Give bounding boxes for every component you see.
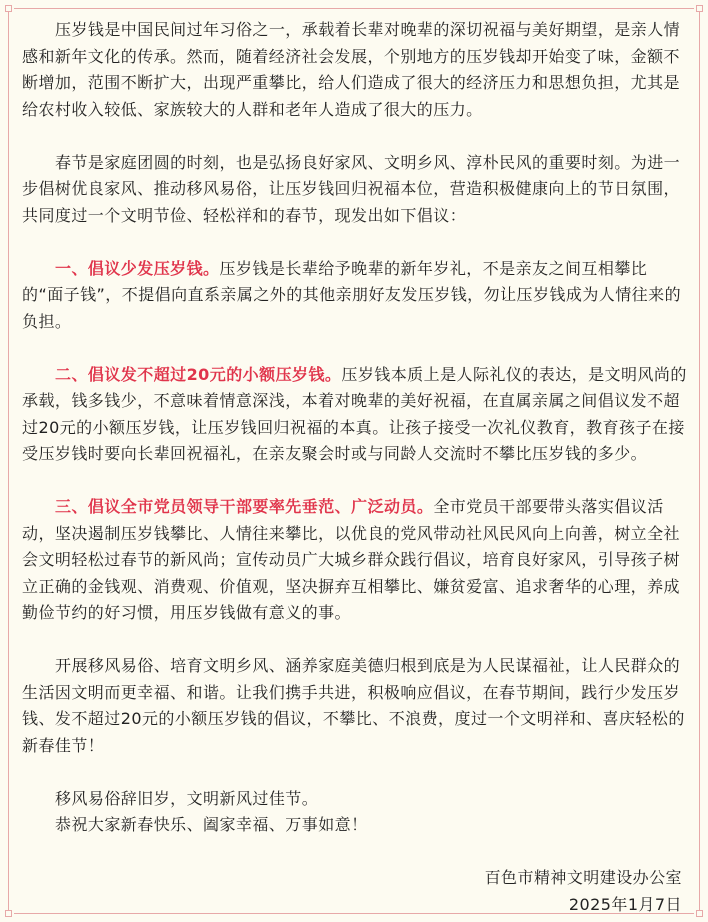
proposal-body-3: 全市党员干部要带头落实倡议活动，坚决遏制压岁钱攀比、人情往来攀比，以优良的党风带动社风民风向上向善，树立全社会文明轻松过春节的新风尚；宣传动员广大城乡群众践行倡议，培育良好家风，引导孩子树立正确的金钱观、消费观、价值观，坚决摒弃互相攀比、嫌贫爱富、追求奢华的心理，养成勤俭节约的好习惯，用压岁钱做有意义的事。 [22, 497, 681, 622]
proposal-item-2 [22, 362, 687, 468]
slogan-line-2: 恭祝大家新春快乐、阖家幸福、万事如意！ [55, 815, 368, 834]
proposal-item-3 [22, 494, 687, 627]
slogan-line-1: 移风易俗辞旧岁，文明新风过佳节。 [55, 788, 319, 808]
proposal-heading-2: 二、倡议发不超过20元的小额压岁钱。 [55, 364, 342, 384]
frame-border-right [699, 8, 700, 914]
frame-corner-ornament [696, 5, 703, 12]
proposal-item-1 [22, 256, 687, 336]
frame-corner-ornament [696, 910, 703, 917]
intro-paragraph: 压岁钱是中国民间过年习俗之一，承载着长辈对晚辈的深切祝福与美好期望，是亲人情感和新年文化的传承。然而，随着经济社会发展，个别地方的压岁钱却开始变了味，金额不断增加，范围不断扩大，出现严重攀比，给人们造成了很大的经济压力和思想负担，尤其是给农村收入较低、家族较大的人群和老年人造成了很大的压力。 [22, 20, 681, 119]
purpose-paragraph: 春节是家庭团圆的时刻，也是弘扬良好家风、文明乡风、淳朴民风的重要时刻。为进一步倡树优良家风、推动移风易俗，让压岁钱回归祝福本位，营造积极健康向上的节日氛围，共同度过一个文明节俭、轻松祥和的春节，现发出如下倡议： [22, 152, 681, 225]
frame-corner-ornament [5, 910, 12, 917]
proposal-body-1: 压岁钱是长辈给予晚辈的新年岁礼，不是亲友之间互相攀比的“面子钱”，不提倡向直系亲属之外的其他亲朋好友发压岁钱，勿让压岁钱成为人情往来的负担。 [22, 258, 682, 331]
signature-organization: 百色市精神文明建设办公室 [484, 868, 682, 887]
proposal-heading-3: 三、倡议全市党员领导干部要率先垂范、广泛动员。 [55, 497, 434, 516]
signature-date: 2025年1月7日 [568, 894, 682, 914]
closing-paragraph: 开展移风易俗、培育文明乡风、涵养家庭美德归根到底是为人民谋福祉，让人民群众的生活因文明而更幸福、和谐。让我们携手共进，积极响应倡议，在春节期间，践行少发压岁钱、发不超过20元的小额压岁钱的倡议，不攀比、不浪费，度过一个文明祥和、喜庆轻松的新春佳节！ [22, 656, 685, 755]
frame-border-left [8, 8, 9, 914]
proposal-body-2: 压岁钱本质上是人际礼仪的表达，是文明风尚的承载，钱多钱少，不意味着情意深浅，本着对晚辈的美好祝福，在直属亲属之间倡议发不超过20元的小额压岁钱，让压岁钱回归祝福的本真。让孩子接受一次礼仪教育，教育孩子在接受压岁钱时要向长辈回祝福礼，在亲友聚会时或与同龄人交流时不攀比压岁钱的多少。 [22, 364, 687, 463]
proposal-text [22, 17, 687, 918]
proposal-heading-1: 一、倡议少发压岁钱。 [55, 258, 220, 278]
frame-border-top [14, 8, 694, 9]
slogan-block [22, 786, 687, 839]
frame-corner-ornament [5, 5, 12, 12]
